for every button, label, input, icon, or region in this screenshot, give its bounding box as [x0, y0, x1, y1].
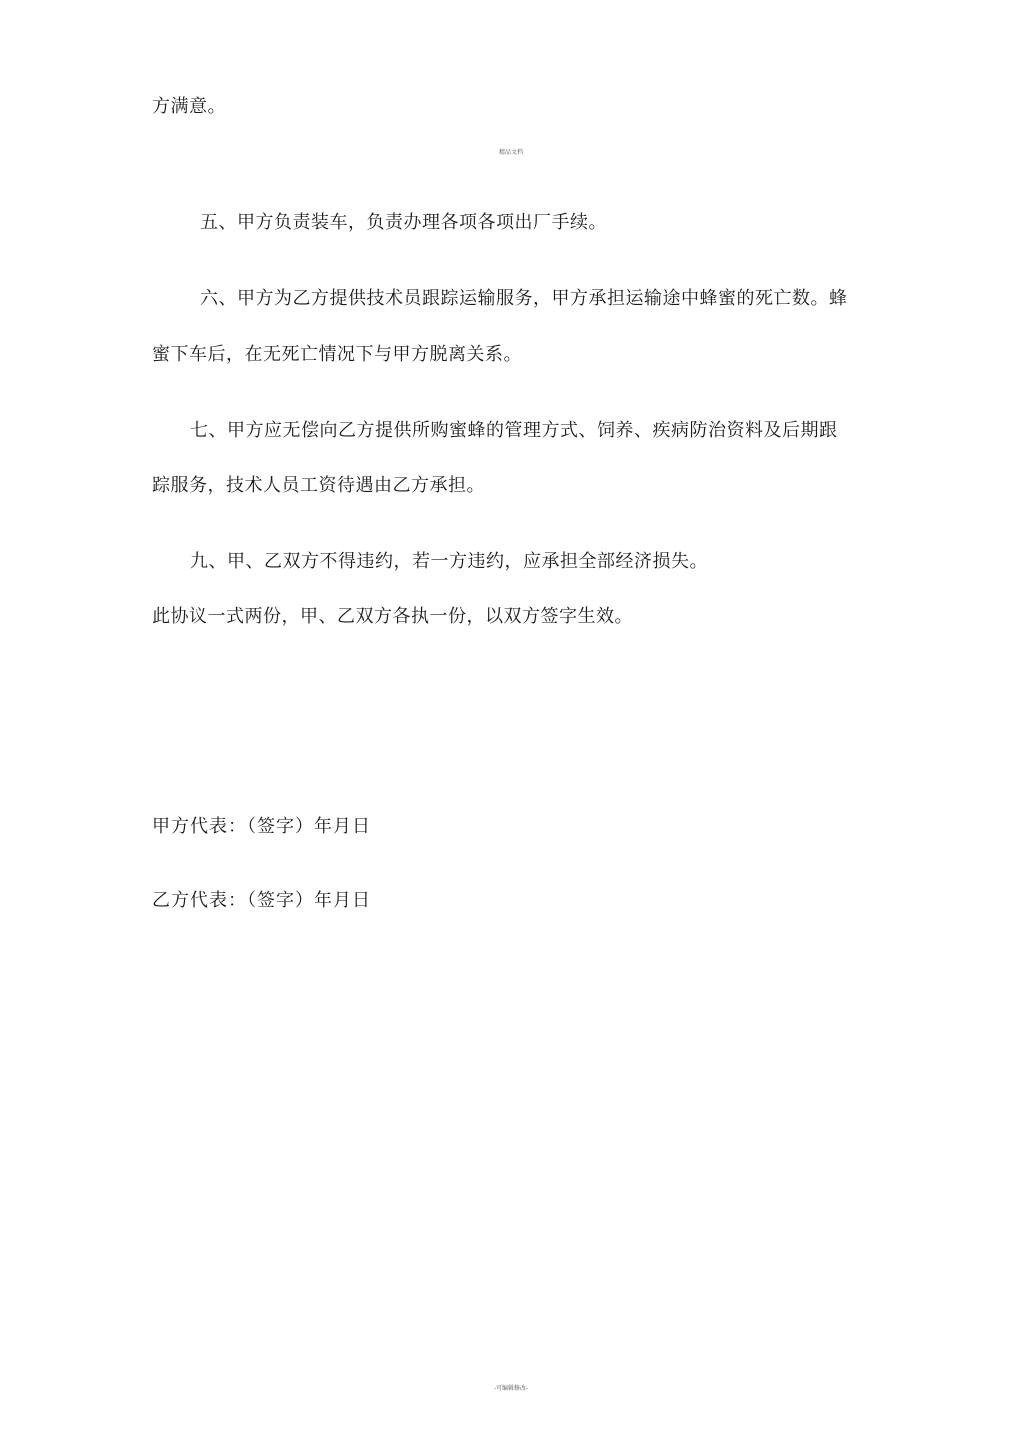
- clause-six-line-1: 六、甲方为乙方提供技术员跟踪运输服务，甲方承担运输途中蜂蜜的死亡数。蜂: [200, 288, 848, 309]
- header-mark: 精品文档: [498, 149, 524, 156]
- clause-nine: 九、甲、乙双方不得违约，若一方违约，应承担全部经济损失。: [190, 551, 708, 572]
- party-a-signature: 甲方代表：（签字）年月日: [152, 816, 371, 837]
- closing-text: 此协议一式两份，甲、乙双方各执一份，以双方签字生效。: [152, 606, 633, 627]
- clause-seven-line-1: 七、甲方应无偿向乙方提供所购蜜蜂的管理方式、饲养、疾病防治资料及后期跟: [190, 420, 838, 441]
- continuation-text: 方满意。: [152, 96, 226, 117]
- clause-six-line-2: 蜜下车后，在无死亡情况下与甲方脱离关系。: [152, 344, 522, 365]
- party-b-signature: 乙方代表：（签字）年月日: [152, 890, 371, 911]
- clause-seven-line-2: 踪服务，技术人员工资待遇由乙方承担。: [152, 475, 485, 496]
- footer-mark: -可编辑修改-: [493, 1385, 529, 1392]
- clause-five: 五、甲方负责装车，负责办理各项各项出厂手续。: [200, 212, 607, 233]
